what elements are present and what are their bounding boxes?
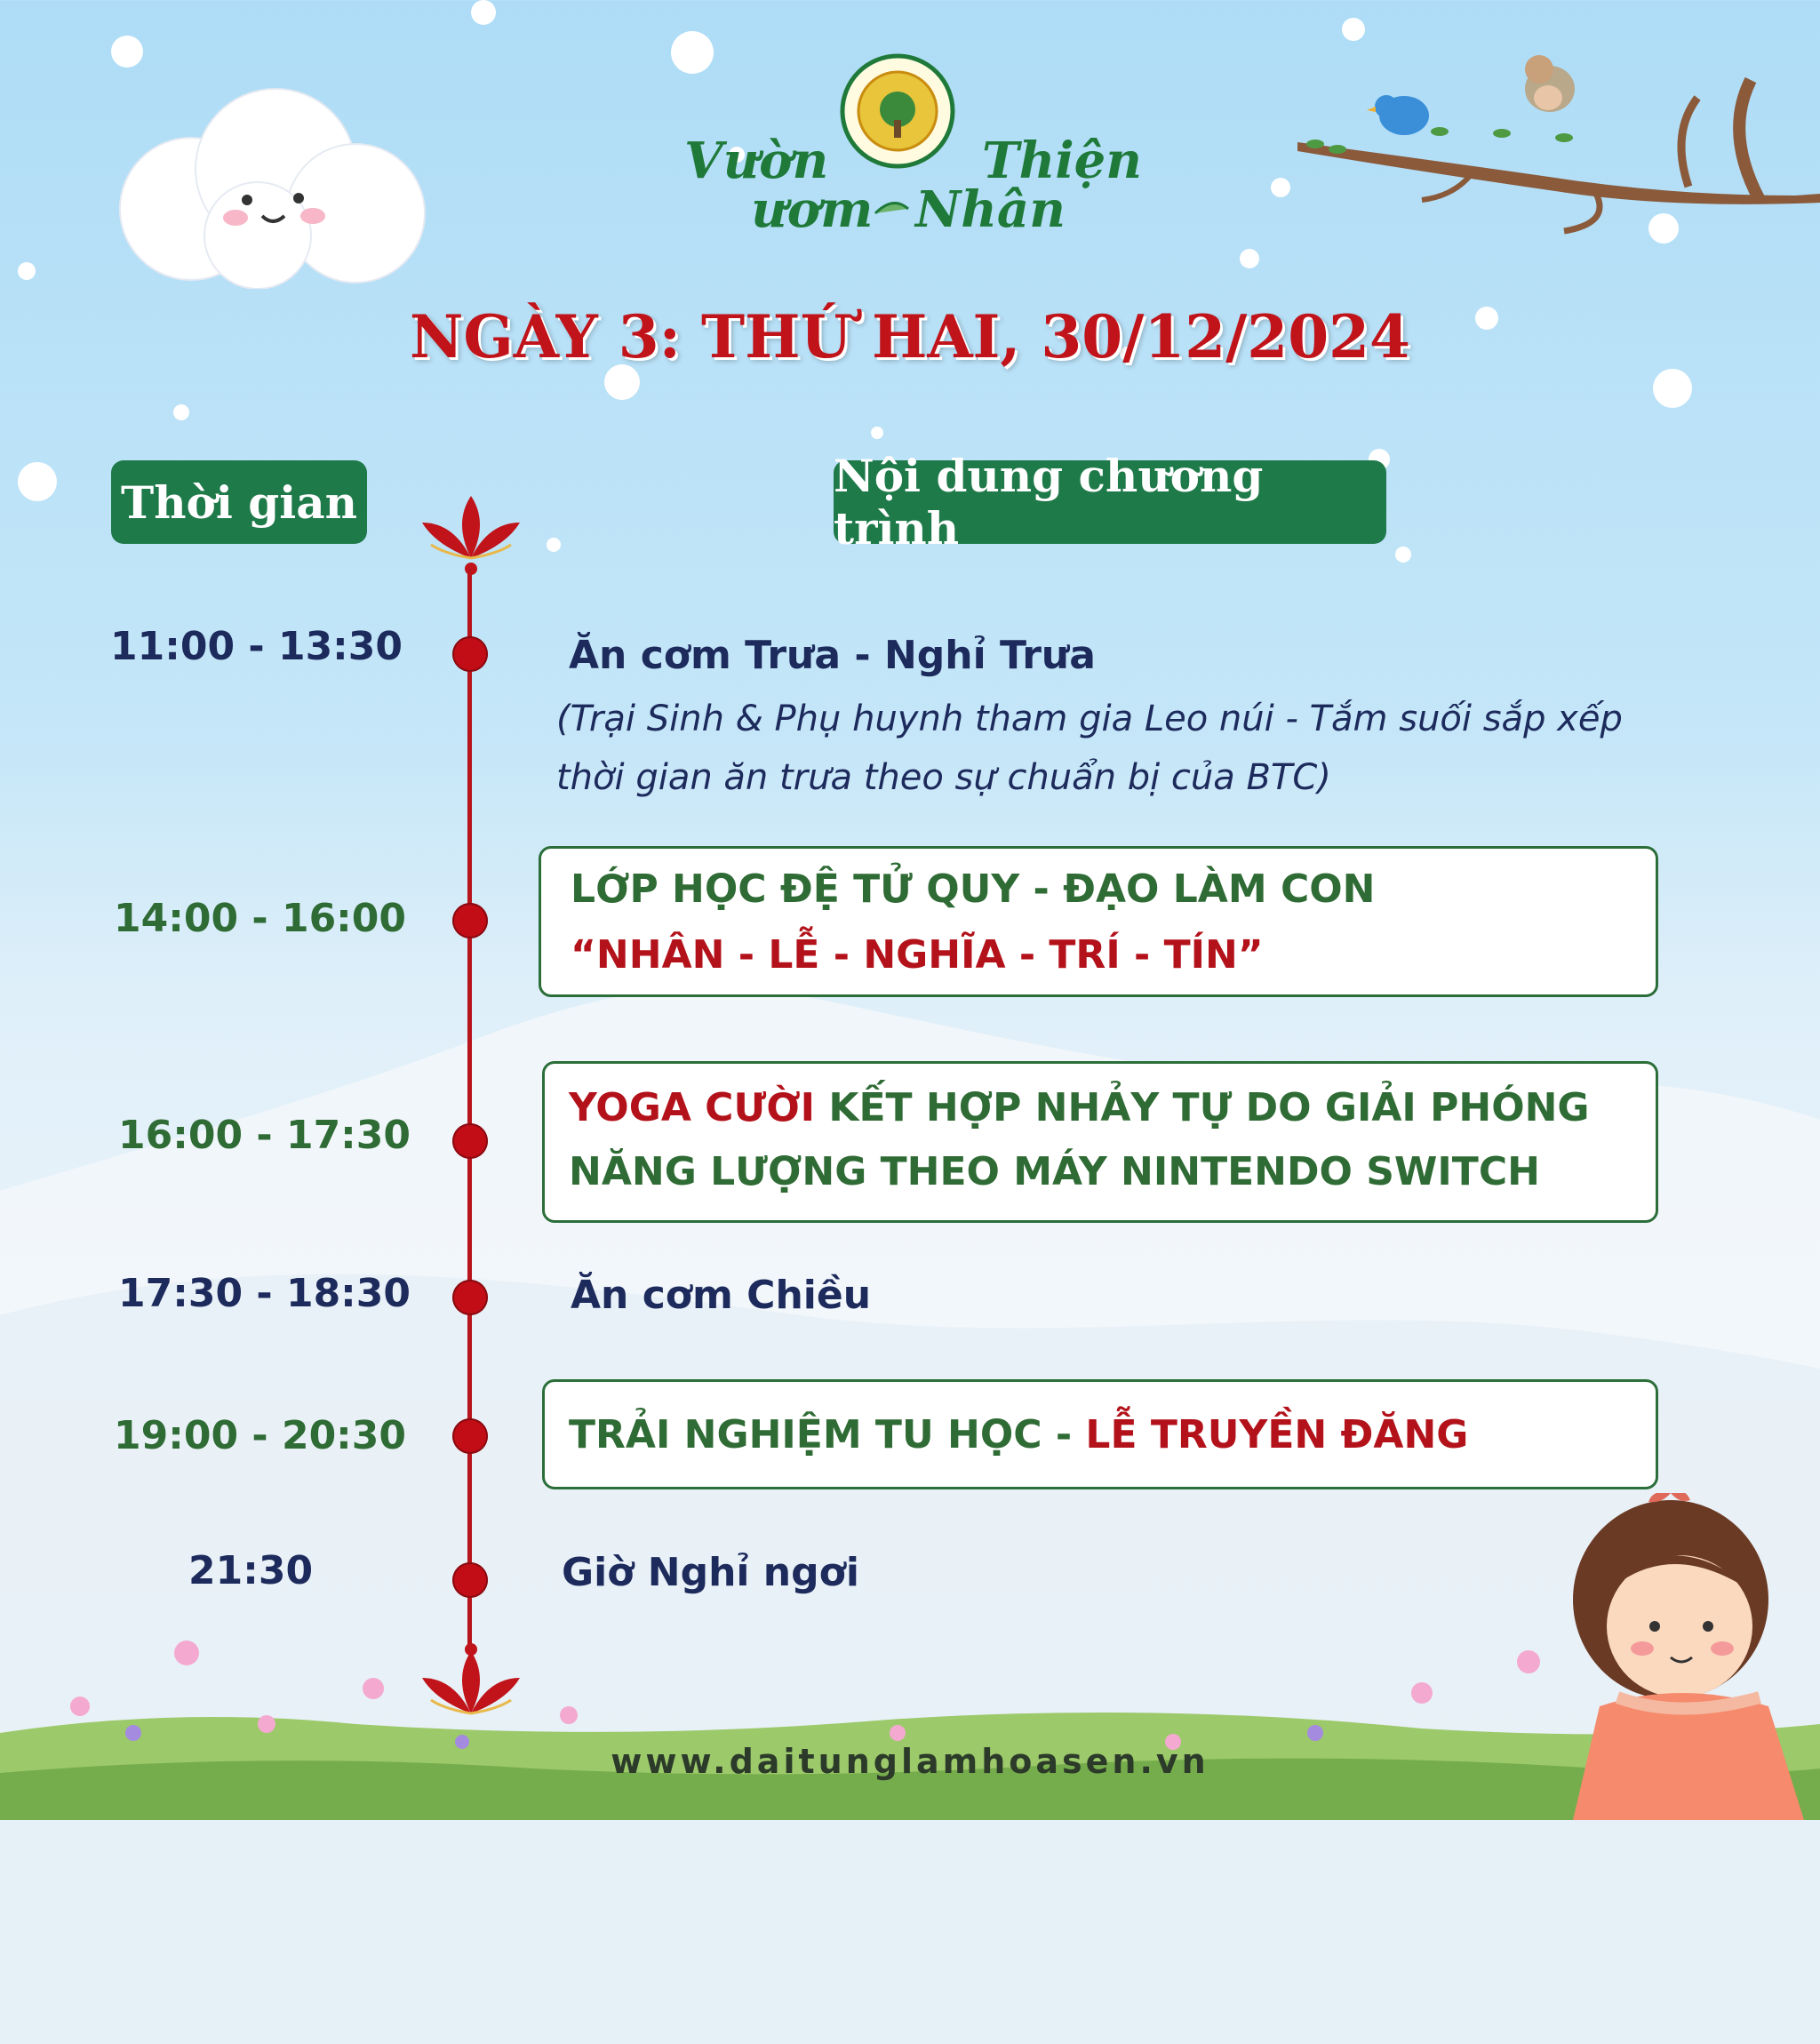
- timeline-dot: [452, 1280, 488, 1315]
- page-title: NGÀY 3: THỨ HAI, 30/12/2024: [410, 302, 1410, 371]
- time-slot: 14:00 - 16:00: [114, 896, 407, 941]
- timeline-dot: [452, 636, 488, 672]
- svg-text:Nhân: Nhân: [915, 180, 1066, 239]
- schedule-item-title: Ăn cơm Chiều: [571, 1273, 872, 1318]
- schedule-item-note: [556, 690, 1623, 807]
- svg-text:Vườn: Vườn: [684, 132, 829, 190]
- schedule-item-line: LỚP HỌC ĐỆ TỬ QUY - ĐẠO LÀM CON: [571, 866, 1376, 912]
- schedule-item-title: Giờ Nghỉ ngơi: [562, 1550, 859, 1595]
- lotus-top-icon: [418, 496, 524, 576]
- schedule-item-line: NĂNG LƯỢNG THEO MÁY NINTENDO SWITCH: [569, 1149, 1540, 1194]
- content-column-header: Nội dung chương trình: [834, 460, 1386, 544]
- branch-with-birds-icon: [1297, 44, 1820, 249]
- time-slot: 11:00 - 13:30: [110, 624, 403, 669]
- time-slot: 21:30: [188, 1548, 314, 1593]
- schedule-item-line: “NHÂN - LỄ - NGHĨA - TRÍ - TÍN”: [571, 932, 1264, 978]
- timeline-dot: [452, 1123, 488, 1159]
- time-slot: 16:00 - 17:30: [118, 1113, 411, 1158]
- schedule-item-line: [569, 1075, 1590, 1141]
- note-line: thời gian ăn trưa theo sự chuẩn bị của BTC): [556, 757, 1331, 798]
- timeline-line: [467, 569, 472, 1644]
- vuon-uom-thien-nhan-logo: [675, 49, 1155, 253]
- line-text: KẾT HỢP NHẢY TỰ DO GIẢI PHÓNG: [815, 1085, 1590, 1130]
- line-text: TRẢI NGHIỆM TU HỌC -: [569, 1412, 1086, 1457]
- highlight-text: LỄ TRUYỀN ĐĂNG: [1085, 1412, 1469, 1457]
- svg-text:Thiện: Thiện: [982, 132, 1143, 190]
- timeline-dot: [452, 1418, 488, 1454]
- schedule-item-line: [569, 1402, 1468, 1468]
- highlight-text: YOGA CƯỜI: [569, 1085, 816, 1130]
- timeline-dot: [452, 903, 488, 938]
- time-slot: 19:00 - 20:30: [114, 1413, 407, 1458]
- time-column-header: Thời gian: [111, 460, 367, 544]
- time-slot: 17:30 - 18:30: [118, 1271, 411, 1316]
- timeline-dot: [452, 1562, 488, 1598]
- note-line: (Trại Sinh & Phụ huynh tham gia Leo núi - Tắm suối sắp xếp: [556, 699, 1623, 739]
- svg-text:ươm: ươm: [751, 180, 874, 239]
- smiling-cloud-icon: [89, 84, 444, 289]
- website-footer: www.daitunglamhoasen.vn: [611, 1742, 1209, 1781]
- girl-illustration: [1537, 1493, 1820, 1820]
- schedule-item-title: Ăn cơm Trưa - Nghỉ Trưa: [569, 633, 1096, 678]
